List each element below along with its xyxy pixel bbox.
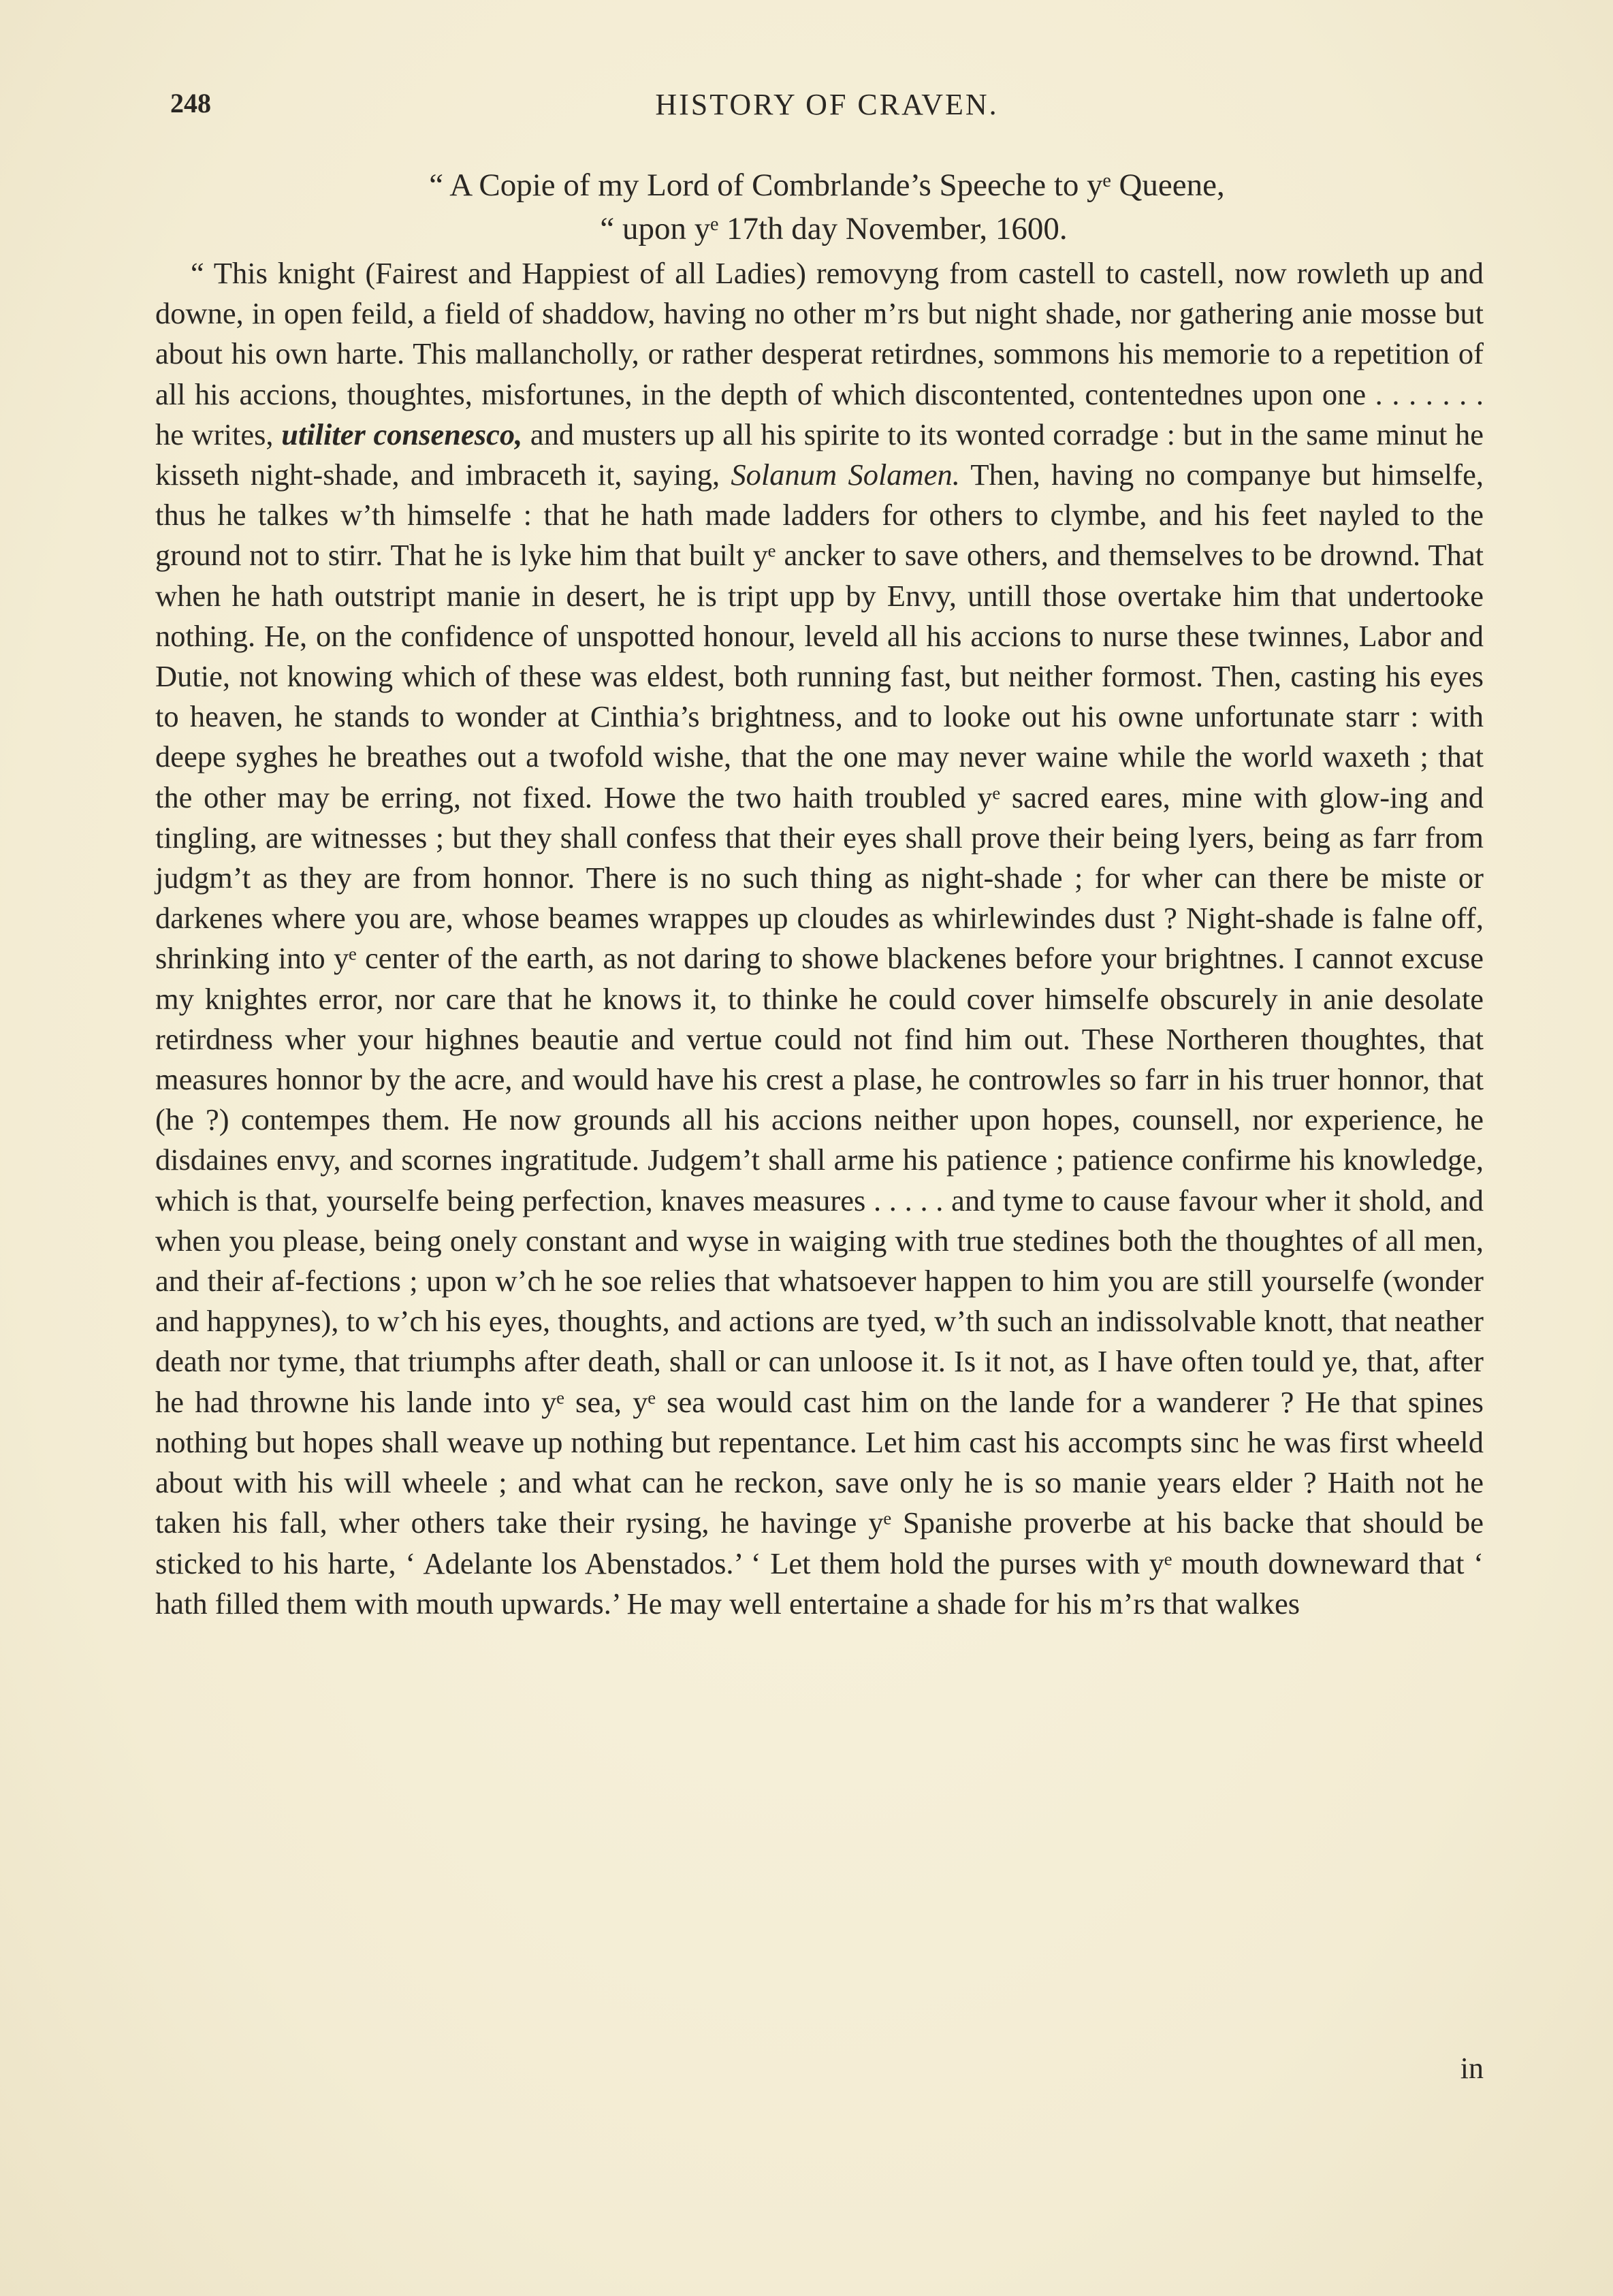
body-text-part-2: and musters up all his spirite to its wonted corradge : but in the same minut he kisseth night-shade, and imbraceth it, saying, — [155, 417, 1484, 492]
latin-phrase-solanum: Solanum Solamen. — [731, 458, 960, 492]
speech-heading — [170, 163, 1484, 251]
body-text-part-3: Then, having no companye but himselfe, thus he talkes w’th himselfe : that he hath made ladders for others to clymbe, and his feet nayled to the ground not to stirr. That he is lyke him that built yᵉ ancker to save others, and themselves to be drownd. That when he hath outstript manie in desert, he is tript upp by Envy, untill those overtake him that undertooke nothing. He, on the confidence of unspotted honour, leveld all his accions to nurse these twinnes, Labor and Dutie, not knowing which of these was eldest, both running fast, but neither formost. Then, casting his eyes to heaven, he stands to wonder at Cinthia’s brightness, and to looke out his owne unfortunate starr : with deepe syghes he breathes out a twofold wishe, that the one may never waine while the world waxeth ; that the other may be erring, not fixed. Howe the two haith troubled yᵉ sacred eares, mine with glow-ing and tingling, are witnesses ; but they shall confess that their eyes shall prove their being lyers, being as farr from judgm’t as they are from honnor. There is no such thing as night-shade ; for wher can there be miste or darkenes where you are, whose beames wrappes up cloudes as whirlewindes dust ? Night-shade is falne off, shrinking into yᵉ center of the earth, as not daring to showe blackenes before your brightnes. I cannot excuse my knightes error, nor care that he knows it, to thinke he could cover himselfe obscurely in anie desolate retirdness wher your highnes beautie and vertue could not find him out. These Northeren thoughtes, that measures honnor by the acre, and would have his crest a plase, he controwles so farr in his truer honnor, that (he ?) contempes them. He now grounds all his accions neither upon hopes, counsell, nor experience, he disdaines envy, and scornes ingratitude. Judgem’t shall arme his patience ; patience confirme his knowledge, which is that, yourselfe being perfection, knaves measures . . . . . and tyme to cause favour wher it shold, and when you please, being onely constant and wyse in waiging with true stedines both the thoughtes of all men, and their af-fections ; upon w’ch he soe relies that whatsoever happen to him you are still yourselfe (wonder and happynes), to w’ch his eyes, thoughts, and actions are tyed, w’th such an indissolvable knott, that neather death nor tyme, that triumphs after death, shall or can unloose it. Is it not, as I have often tould ye, that, after he had throwne his lande into yᵉ sea, yᵉ sea would cast him on the lande for a wanderer ? He that spines nothing but hopes shall weave up nothing but repentance. Let him cast his accompts sinc he was first wheeld about with his will wheele ; and what can he reckon, save only he is so manie years elder ? Haith not he taken his fall, wher others take their rysing, he havinge yᵉ Spanishe proverbe at his backe that should be sticked to his harte, ‘ Adelante los Abenstados.’ ‘ Let them hold the purses with yᵉ mouth downeward that ‘ hath filled them with mouth upwards.’ He may well entertaine a shade for his m’rs that walkes — [155, 458, 1484, 1621]
latin-phrase-utiliter: utiliter consenesco, — [281, 417, 523, 451]
body-text-part-1: “ This knight (Fairest and Happiest of all Ladies) removyng from castell to castell, now rowleth up and downe, in open feild, a field of shaddow, having no other m’rs but night shade, nor gathering anie mosse but about his own harte. This mallancholly, or rather desperat retirdnes, sommons his memorie to a repetition of all his accions, thoughtes, misfortunes, in the depth of which discontented, contentednes upon one . . . . . . . he writes, — [155, 256, 1484, 451]
page-number: 248 — [170, 88, 211, 118]
running-head — [170, 87, 1484, 128]
heading-line-2: “ upon yᵉ 17th day November, 1600. — [600, 211, 1068, 246]
speech-body — [155, 253, 1484, 1624]
catchword: in — [1460, 2052, 1484, 2085]
running-title: HISTORY OF CRAVEN. — [655, 88, 999, 121]
heading-line-1: “ A Copie of my Lord of Combrlande’s Speeche to yᵉ Queene, — [429, 168, 1225, 203]
speech-paragraph — [155, 253, 1484, 1624]
